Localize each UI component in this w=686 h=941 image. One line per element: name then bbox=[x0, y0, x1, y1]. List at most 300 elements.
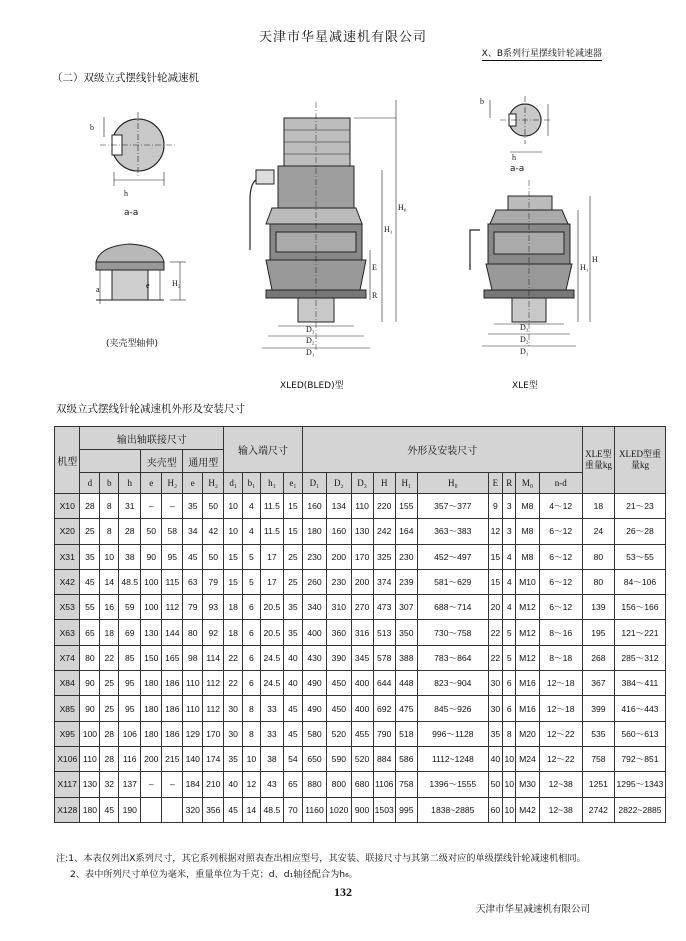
table-cell: 32 bbox=[100, 772, 119, 797]
table-cell: 40 bbox=[224, 772, 243, 797]
table-cell: 400 bbox=[351, 671, 373, 696]
table-cell: 80 bbox=[183, 620, 203, 645]
svg-text:D₂: D₂ bbox=[306, 336, 315, 345]
table-cell: M12 bbox=[516, 645, 539, 670]
table-cell: 95 bbox=[119, 696, 141, 721]
table-cell: 357～377 bbox=[417, 494, 488, 519]
table-cell: 11.5 bbox=[260, 494, 283, 519]
table-cell: 79 bbox=[183, 595, 203, 620]
table-cell: 15 bbox=[224, 569, 243, 594]
table-cell: M8 bbox=[516, 519, 539, 544]
table-cell: M8 bbox=[516, 494, 539, 519]
table-cell: 823～904 bbox=[417, 671, 488, 696]
table-cell: 307 bbox=[395, 595, 417, 620]
svg-text:b: b bbox=[90, 123, 94, 132]
table-cell: 48.5 bbox=[260, 797, 283, 822]
model-cell: X84 bbox=[55, 671, 80, 696]
table-cell: 22 bbox=[100, 645, 119, 670]
table-cell: 4 bbox=[503, 569, 516, 594]
table-cell: 400 bbox=[302, 620, 326, 645]
table-cell: 6～12 bbox=[539, 569, 582, 594]
table-cell bbox=[162, 797, 183, 822]
table-cell: 2742 bbox=[582, 797, 614, 822]
table-cell: 6～12 bbox=[539, 519, 582, 544]
table-cell: M10 bbox=[516, 569, 539, 594]
column-header: e bbox=[141, 473, 162, 494]
table-cell: 195 bbox=[582, 620, 614, 645]
company-name: 天津市华星减速机有限公司 bbox=[258, 30, 427, 45]
table-cell: 316 bbox=[351, 620, 373, 645]
table-cell: 95 bbox=[162, 544, 183, 569]
table-cell: 270 bbox=[351, 595, 373, 620]
table-cell: 4 bbox=[243, 519, 261, 544]
table-cell: 170 bbox=[351, 544, 373, 569]
table-cell: 792～851 bbox=[614, 746, 665, 771]
svg-text:e: e bbox=[146, 281, 150, 290]
table-cell: 220 bbox=[373, 494, 395, 519]
table-cell: 54 bbox=[284, 746, 303, 771]
table-cell: 3 bbox=[503, 519, 516, 544]
table-cell: 518 bbox=[395, 721, 417, 746]
table-cell: 35 bbox=[80, 544, 100, 569]
header-clamp-shell: 夹壳型 bbox=[141, 450, 183, 473]
table-cell: 8 bbox=[503, 721, 516, 746]
table-cell: 35 bbox=[284, 620, 303, 645]
table-cell: 85 bbox=[119, 645, 141, 670]
table-cell: 84～106 bbox=[614, 569, 665, 594]
table-cell: 116 bbox=[119, 746, 141, 771]
table-cell: 58 bbox=[162, 519, 183, 544]
table-cell: 1396～1555 bbox=[417, 772, 488, 797]
table-cell: 28 bbox=[100, 746, 119, 771]
table-cell: 1295～1343 bbox=[614, 772, 665, 797]
table-cell: 845～926 bbox=[417, 696, 488, 721]
table-cell: 12～22 bbox=[539, 721, 582, 746]
model-cell: X85 bbox=[55, 696, 80, 721]
svg-text:H₀: H₀ bbox=[398, 203, 407, 212]
table-cell: 215 bbox=[162, 746, 183, 771]
table-cell: 110 bbox=[80, 746, 100, 771]
table-cell: 210 bbox=[203, 772, 224, 797]
table-cell: 18 bbox=[224, 595, 243, 620]
dimensions-table bbox=[54, 426, 666, 823]
table-cell: 137 bbox=[119, 772, 141, 797]
table-row bbox=[55, 696, 666, 721]
table-cell: 69 bbox=[119, 620, 141, 645]
table-cell: 10 bbox=[503, 772, 516, 797]
right-xle-drawing bbox=[470, 180, 590, 346]
svg-text:a: a bbox=[96, 285, 100, 294]
center-caption: XLED(BLED)型 bbox=[280, 381, 344, 391]
table-cell: 33 bbox=[260, 721, 283, 746]
table-cell: 367 bbox=[582, 671, 614, 696]
svg-text:D₂: D₂ bbox=[520, 335, 529, 344]
table-cell: – bbox=[162, 494, 183, 519]
table-cell: – bbox=[141, 772, 162, 797]
model-cell: X63 bbox=[55, 620, 80, 645]
table-cell: 688～714 bbox=[417, 595, 488, 620]
table-cell: 15 bbox=[284, 519, 303, 544]
table-cell: 22 bbox=[488, 620, 502, 645]
header-blank bbox=[80, 450, 141, 473]
table-cell: 6 bbox=[243, 620, 261, 645]
table-cell: 12～18 bbox=[539, 671, 582, 696]
table-cell: 10 bbox=[503, 746, 516, 771]
table-cell: 140 bbox=[183, 746, 203, 771]
column-header: D₂ bbox=[327, 473, 351, 494]
table-cell: 430 bbox=[302, 645, 326, 670]
header-model: 机型 bbox=[55, 427, 80, 494]
table-cell: 20 bbox=[488, 595, 502, 620]
model-cell: X128 bbox=[55, 797, 80, 822]
table-cell: 164 bbox=[395, 519, 417, 544]
table-cell: 63 bbox=[183, 569, 203, 594]
table-cell: 121～221 bbox=[614, 620, 665, 645]
table-cell: M30 bbox=[516, 772, 539, 797]
table-cell: 45 bbox=[224, 797, 243, 822]
table-cell: 560～613 bbox=[614, 721, 665, 746]
table-cell: 25 bbox=[100, 671, 119, 696]
table-cell: 180 bbox=[302, 519, 326, 544]
column-header: n-d bbox=[539, 473, 582, 494]
table-cell: 388 bbox=[395, 645, 417, 670]
table-row bbox=[55, 544, 666, 569]
table-cell: 25 bbox=[80, 519, 100, 544]
table-cell: 93 bbox=[203, 595, 224, 620]
table-cell: 180 bbox=[141, 671, 162, 696]
table-cell: 730～758 bbox=[417, 620, 488, 645]
table-cell: 9 bbox=[488, 494, 502, 519]
table-cell: 2822~2885 bbox=[614, 797, 665, 822]
table-cell: 30 bbox=[224, 696, 243, 721]
table-cell: 6～12 bbox=[539, 595, 582, 620]
table-cell: 452～497 bbox=[417, 544, 488, 569]
svg-text:H₁: H₁ bbox=[384, 225, 393, 234]
table-cell: M16 bbox=[516, 696, 539, 721]
table-cell: M12 bbox=[516, 620, 539, 645]
svg-text:R: R bbox=[372, 291, 378, 300]
table-cell: 24.5 bbox=[260, 671, 283, 696]
table-cell: 230 bbox=[302, 544, 326, 569]
table-cell: 6 bbox=[243, 671, 261, 696]
table-cell: 70 bbox=[284, 797, 303, 822]
table-cell bbox=[141, 797, 162, 822]
column-header: H₁ bbox=[395, 473, 417, 494]
table-cell: 230 bbox=[395, 544, 417, 569]
table-row bbox=[55, 494, 666, 519]
table-cell: 340 bbox=[302, 595, 326, 620]
table-cell: 450 bbox=[327, 671, 351, 696]
table-cell: 25 bbox=[284, 569, 303, 594]
table-cell: 8～16 bbox=[539, 620, 582, 645]
table-cell: 24 bbox=[582, 519, 614, 544]
table-cell: 260 bbox=[302, 569, 326, 594]
table-cell: 40 bbox=[284, 645, 303, 670]
table-cell: 450 bbox=[327, 696, 351, 721]
table-cell: 30 bbox=[488, 671, 502, 696]
table-row bbox=[55, 797, 666, 822]
table-cell: 1112~1248 bbox=[417, 746, 488, 771]
table-cell: 130 bbox=[141, 620, 162, 645]
table-cell: 45 bbox=[100, 797, 119, 822]
table-cell: 180 bbox=[141, 696, 162, 721]
series-title: X、B系列行星摆线针轮减速器 bbox=[482, 46, 602, 61]
model-cell: X10 bbox=[55, 494, 80, 519]
column-header: M₀ bbox=[516, 473, 539, 494]
table-cell: 17 bbox=[260, 569, 283, 594]
table-cell: M16 bbox=[516, 671, 539, 696]
table-cell: 1503 bbox=[373, 797, 395, 822]
table-cell: 90 bbox=[80, 696, 100, 721]
table-cell: 186 bbox=[162, 671, 183, 696]
table-cell: 18 bbox=[582, 494, 614, 519]
table-cell: M12 bbox=[516, 595, 539, 620]
table-cell: 692 bbox=[373, 696, 395, 721]
table-cell: 345 bbox=[351, 645, 373, 670]
svg-text:H₂: H₂ bbox=[172, 279, 181, 288]
table-cell: 900 bbox=[351, 797, 373, 822]
table-cell: 34 bbox=[183, 519, 203, 544]
table-cell: 11.5 bbox=[260, 519, 283, 544]
table-cell: 22 bbox=[488, 645, 502, 670]
right-section-label: a-a bbox=[510, 164, 525, 174]
table-cell: 800 bbox=[327, 772, 351, 797]
table-cell: 16 bbox=[100, 595, 119, 620]
table-cell: 18 bbox=[100, 620, 119, 645]
column-header: h₁ bbox=[260, 473, 283, 494]
table-cell: 1838~2885 bbox=[417, 797, 488, 822]
table-cell: 25 bbox=[100, 696, 119, 721]
table-cell: 110 bbox=[183, 696, 203, 721]
table-cell: 20.5 bbox=[260, 620, 283, 645]
table-cell: 40 bbox=[284, 671, 303, 696]
table-cell: 139 bbox=[582, 595, 614, 620]
table-cell: 996～1128 bbox=[417, 721, 488, 746]
table-cell: 160 bbox=[302, 494, 326, 519]
center-xled-drawing bbox=[250, 100, 396, 350]
svg-text:h: h bbox=[512, 153, 516, 162]
table-cell: 186 bbox=[162, 721, 183, 746]
table-cell: 165 bbox=[162, 645, 183, 670]
model-cell: X117 bbox=[55, 772, 80, 797]
table-cell: 110 bbox=[183, 671, 203, 696]
table-cell: 416～443 bbox=[614, 696, 665, 721]
table-cell: 384～411 bbox=[614, 671, 665, 696]
table-cell: 6 bbox=[243, 645, 261, 670]
table-cell: 12～22 bbox=[539, 746, 582, 771]
table-cell: 110 bbox=[351, 494, 373, 519]
table-cell: 65 bbox=[284, 772, 303, 797]
table-cell: 535 bbox=[582, 721, 614, 746]
technical-drawings bbox=[0, 0, 686, 400]
table-cell: 790 bbox=[373, 721, 395, 746]
table-cell: 35 bbox=[488, 721, 502, 746]
table-cell: 1160 bbox=[302, 797, 326, 822]
header-xled-weight: XLED型重量kg bbox=[614, 427, 665, 494]
table-cell: 40 bbox=[488, 746, 502, 771]
column-header: H₂ bbox=[162, 473, 183, 494]
table-cell: 490 bbox=[302, 671, 326, 696]
column-header: R bbox=[503, 473, 516, 494]
table-cell: 590 bbox=[327, 746, 351, 771]
table-cell: 80 bbox=[582, 569, 614, 594]
table-cell: 242 bbox=[373, 519, 395, 544]
table-cell: M8 bbox=[516, 544, 539, 569]
table-cell: 28 bbox=[119, 519, 141, 544]
table-cell: 783～864 bbox=[417, 645, 488, 670]
table-cell: 200 bbox=[141, 746, 162, 771]
table-cell: 5 bbox=[503, 620, 516, 645]
table-cell: 35 bbox=[183, 494, 203, 519]
table-row bbox=[55, 671, 666, 696]
table-cell: M42 bbox=[516, 797, 539, 822]
table-cell: 448 bbox=[395, 671, 417, 696]
header-xle-weight: XLE型重量kg bbox=[582, 427, 614, 494]
svg-text:H: H bbox=[592, 255, 598, 264]
table-cell: 239 bbox=[395, 569, 417, 594]
svg-text:D₁: D₁ bbox=[520, 347, 529, 356]
table-row bbox=[55, 519, 666, 544]
table-cell: 115 bbox=[162, 569, 183, 594]
table-cell: 580 bbox=[302, 721, 326, 746]
table-row bbox=[55, 746, 666, 771]
table-cell: 48.5 bbox=[119, 569, 141, 594]
table-cell: 1251 bbox=[582, 772, 614, 797]
table-cell: 10 bbox=[224, 519, 243, 544]
table-row bbox=[55, 595, 666, 620]
table-cell: 455 bbox=[351, 721, 373, 746]
table-cell: 200 bbox=[327, 544, 351, 569]
svg-text:H₁: H₁ bbox=[580, 263, 589, 272]
table-cell: 90 bbox=[80, 671, 100, 696]
table-cell: 45 bbox=[183, 544, 203, 569]
table-cell: 6 bbox=[503, 696, 516, 721]
table-cell: 12~38 bbox=[539, 797, 582, 822]
table-cell: 1106 bbox=[373, 772, 395, 797]
table-cell: 130 bbox=[80, 772, 100, 797]
svg-text:D₁: D₁ bbox=[306, 348, 315, 357]
table-cell: 374 bbox=[373, 569, 395, 594]
left-shaft-section bbox=[100, 112, 176, 186]
table-cell: 581～629 bbox=[417, 569, 488, 594]
table-cell: 356 bbox=[203, 797, 224, 822]
table-cell: 35 bbox=[284, 595, 303, 620]
svg-text:D₃: D₃ bbox=[306, 325, 315, 334]
table-cell: 43 bbox=[260, 772, 283, 797]
table-cell: 10 bbox=[243, 746, 261, 771]
table-cell: 10 bbox=[224, 494, 243, 519]
table-cell: 155 bbox=[395, 494, 417, 519]
table-cell: 473 bbox=[373, 595, 395, 620]
table-cell: 95 bbox=[119, 671, 141, 696]
table-cell: 92 bbox=[203, 620, 224, 645]
table-cell: 8 bbox=[243, 696, 261, 721]
table-cell: 156～166 bbox=[614, 595, 665, 620]
left-clamp-shaft bbox=[96, 244, 186, 304]
table-cell: 45 bbox=[80, 569, 100, 594]
table-cell: 45 bbox=[284, 721, 303, 746]
table-cell: 129 bbox=[183, 721, 203, 746]
page-number: 132 bbox=[334, 885, 352, 899]
table-cell: 285～312 bbox=[614, 645, 665, 670]
table-cell: 55 bbox=[80, 595, 100, 620]
table-cell: 90 bbox=[141, 544, 162, 569]
table-cell: 59 bbox=[119, 595, 141, 620]
column-header: D₁ bbox=[302, 473, 326, 494]
table-cell: 4 bbox=[503, 595, 516, 620]
table-cell: 33 bbox=[260, 696, 283, 721]
table-cell: 6 bbox=[503, 671, 516, 696]
table-row bbox=[55, 721, 666, 746]
table-cell: 184 bbox=[183, 772, 203, 797]
table-cell: 200 bbox=[351, 569, 373, 594]
table-cell: 268 bbox=[582, 645, 614, 670]
table-cell: 31 bbox=[119, 494, 141, 519]
table-cell: 8 bbox=[100, 519, 119, 544]
table-cell: 8 bbox=[243, 721, 261, 746]
table-cell: 65 bbox=[80, 620, 100, 645]
table-cell: 80 bbox=[80, 645, 100, 670]
table-cell: 106 bbox=[119, 721, 141, 746]
table-cell: 50 bbox=[488, 772, 502, 797]
table-cell: 17 bbox=[260, 544, 283, 569]
table-cell: 4 bbox=[503, 544, 516, 569]
model-cell: X20 bbox=[55, 519, 80, 544]
column-header: H₂ bbox=[203, 473, 224, 494]
table-row bbox=[55, 620, 666, 645]
table-cell: 5 bbox=[503, 645, 516, 670]
table-cell: 18 bbox=[224, 620, 243, 645]
table-cell: 112 bbox=[203, 671, 224, 696]
table-cell: 15 bbox=[488, 544, 502, 569]
table-cell: 758 bbox=[395, 772, 417, 797]
table-cell: 180 bbox=[141, 721, 162, 746]
table-cell: – bbox=[141, 494, 162, 519]
model-cell: X74 bbox=[55, 645, 80, 670]
table-cell: 15 bbox=[488, 569, 502, 594]
column-header: D₃ bbox=[351, 473, 373, 494]
table-cell: 8～18 bbox=[539, 645, 582, 670]
table-cell: 174 bbox=[203, 746, 224, 771]
table-cell: 15 bbox=[224, 544, 243, 569]
table-cell: 320 bbox=[183, 797, 203, 822]
table-cell: 100 bbox=[141, 569, 162, 594]
table-cell: 21～23 bbox=[614, 494, 665, 519]
table-cell: 79 bbox=[203, 569, 224, 594]
table-cell: 35 bbox=[224, 746, 243, 771]
table-cell: 6 bbox=[243, 595, 261, 620]
table-cell: 490 bbox=[302, 696, 326, 721]
header-general: 通用型 bbox=[183, 450, 224, 473]
table-cell: 180 bbox=[80, 797, 100, 822]
table-cell: 8 bbox=[100, 494, 119, 519]
table-cell: 390 bbox=[327, 645, 351, 670]
table-cell: 170 bbox=[203, 721, 224, 746]
left-caption: (夹壳型轴伸) bbox=[106, 339, 159, 349]
table-cell: 350 bbox=[395, 620, 417, 645]
table-cell: 758 bbox=[582, 746, 614, 771]
table-cell: 22 bbox=[224, 645, 243, 670]
column-header: H bbox=[373, 473, 395, 494]
table-row bbox=[55, 645, 666, 670]
table-cell: 400 bbox=[351, 696, 373, 721]
table-cell: 28 bbox=[100, 721, 119, 746]
table-cell: 50 bbox=[203, 494, 224, 519]
table-cell: 4 bbox=[243, 494, 261, 519]
header-input-group: 输入端尺寸 bbox=[224, 427, 303, 473]
table-cell: 513 bbox=[373, 620, 395, 645]
table-cell: 475 bbox=[395, 696, 417, 721]
